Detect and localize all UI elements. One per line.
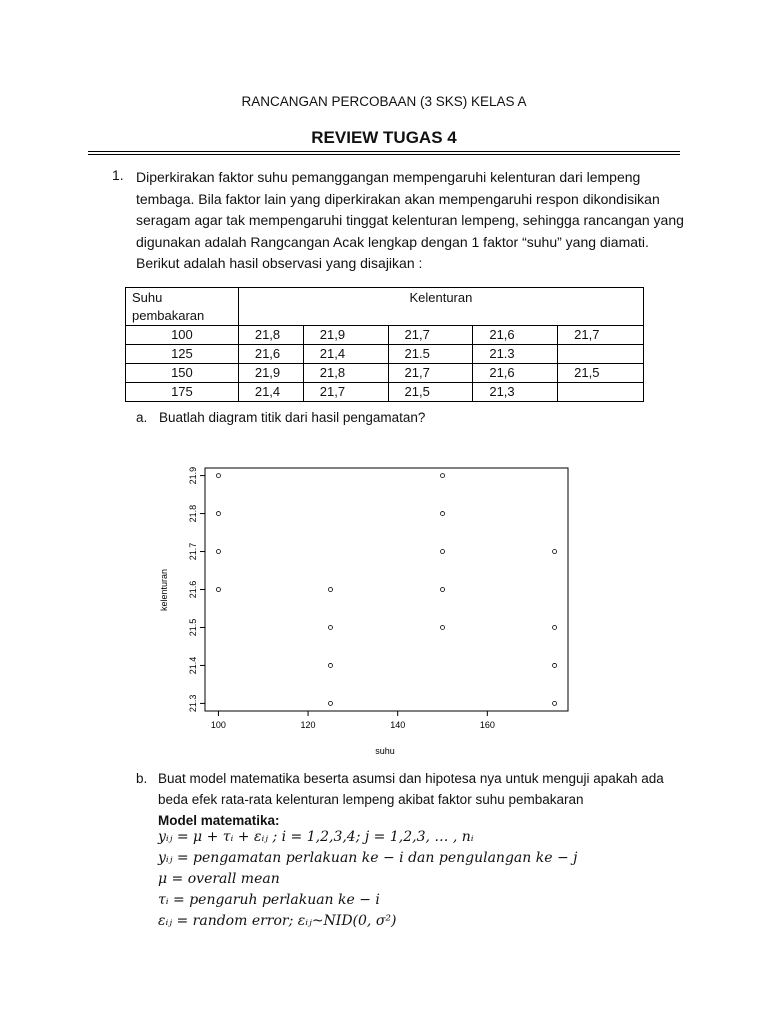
data-point: [553, 701, 557, 705]
plot-frame: [205, 468, 568, 711]
data-point: [441, 512, 445, 516]
question-line: seragam agar tak mempengaruhi tinggat kelenturan lempeng, sehingga rancangan yang: [136, 212, 684, 228]
data-point: [553, 625, 557, 629]
x-axis-label: suhu: [375, 746, 395, 756]
data-point: [328, 625, 332, 629]
table-row: [126, 345, 644, 364]
value-cell: [558, 383, 644, 402]
title-rule-top: [88, 151, 680, 152]
value-cell: 21,9: [303, 326, 388, 345]
question-text: [136, 167, 684, 275]
scatter-chart: [150, 458, 580, 763]
table-row: [126, 364, 644, 383]
part-a-label: a.: [136, 410, 148, 425]
value-cell: 21,9: [238, 364, 303, 383]
part-a-text: Buatlah diagram titik dari hasil pengamatan?: [159, 410, 426, 425]
value-cell: 21,7: [558, 326, 644, 345]
table-header-row: [126, 288, 644, 326]
y-tick-label: 21.8: [188, 504, 198, 523]
value-cell: 21,7: [388, 326, 473, 345]
observation-table: [125, 287, 644, 402]
part-b-question: [158, 768, 664, 831]
value-cell: 21,4: [238, 383, 303, 402]
kelenturan-header-cell: Kelenturan: [238, 288, 643, 326]
document-title: REVIEW TUGAS 4: [311, 128, 457, 147]
data-point: [216, 512, 220, 516]
part-b-line: beda efek rata-rata kelenturan lempeng akibat faktor suhu pembakaran: [158, 792, 584, 807]
temp-cell: 125: [126, 345, 239, 364]
value-cell: [558, 345, 644, 364]
table-row: [126, 383, 644, 402]
value-cell: 21,5: [388, 383, 473, 402]
temp-header-cell: [126, 288, 239, 326]
value-cell: 21,5: [558, 364, 644, 383]
observation-definition: yᵢⱼ = pengamatan perlakuan ke − i dan pengulangan ke − j: [158, 850, 578, 866]
data-point: [328, 663, 332, 667]
x-tick-label: 160: [479, 720, 495, 730]
data-point: [441, 625, 445, 629]
model-equation: yᵢⱼ = μ + τᵢ + εᵢⱼ ; i = 1,2,3,4; j = 1,2,3, … , nᵢ: [158, 829, 474, 845]
model-heading: Model matematika:: [158, 813, 280, 828]
treatment-effect-definition: τᵢ = pengaruh perlakuan ke − i: [158, 892, 380, 908]
data-point: [553, 663, 557, 667]
x-tick-label: 140: [390, 720, 406, 730]
question-number: 1.: [112, 167, 124, 183]
question-line: tembaga. Bila faktor lain yang diperkirakan akan mempengaruhi respon dikondisikan: [136, 190, 660, 207]
data-point: [441, 474, 445, 478]
value-cell: 21,3: [473, 383, 558, 402]
data-point: [216, 550, 220, 554]
value-cell: 21,7: [303, 383, 388, 402]
data-point: [216, 474, 220, 478]
document-header: RANCANGAN PERCOBAAN (3 SKS) KELAS A: [241, 94, 527, 109]
value-cell: 21,6: [238, 345, 303, 364]
y-tick-label: 21.7: [188, 542, 198, 561]
value-cell: 21,6: [473, 364, 558, 383]
y-tick-label: 21.6: [188, 580, 198, 599]
data-point: [328, 588, 332, 592]
temp-header-line: pembakaran: [132, 308, 205, 323]
title-rule-bottom: [88, 154, 680, 155]
value-cell: 21.3: [473, 345, 558, 364]
value-cell: 21,6: [473, 326, 558, 345]
part-b-line: Buat model matematika beserta asumsi dan hipotesa nya untuk menguji apakah ada: [158, 771, 664, 786]
error-definition: εᵢⱼ = random error; εᵢⱼ~NID(0, σ²): [158, 913, 397, 929]
y-tick-label: 21.3: [188, 694, 198, 713]
temp-header-line: Suhu: [132, 290, 163, 305]
data-point: [441, 588, 445, 592]
question-line: digunakan adalah Rangcangan Acak lengkap dengan 1 faktor “suhu” yang diamati.: [136, 233, 649, 250]
y-axis-label: kelenturan: [159, 568, 169, 612]
value-cell: 21.5: [388, 345, 473, 364]
temp-cell: 100: [126, 326, 239, 345]
temp-cell: 150: [126, 364, 239, 383]
temp-cell: 175: [126, 383, 239, 402]
y-tick-label: 21.4: [188, 656, 198, 675]
mean-definition: μ = overall mean: [158, 871, 280, 887]
value-cell: 21,7: [388, 364, 473, 383]
value-cell: 21,8: [238, 326, 303, 345]
chart-plot-layer: [188, 467, 568, 730]
y-tick-label: 21.5: [188, 618, 198, 637]
question-line: Diperkirakan faktor suhu pemanggangan mempengaruhi kelenturan dari lempeng: [136, 169, 641, 185]
part-b-label: b.: [136, 771, 148, 786]
question-line: Berikut adalah hasil observasi yang disajikan :: [136, 255, 423, 271]
data-point: [441, 550, 445, 554]
data-point: [216, 588, 220, 592]
data-point: [553, 550, 557, 554]
x-tick-label: 100: [210, 720, 226, 730]
value-cell: 21,4: [303, 345, 388, 364]
y-tick-label: 21.9: [188, 466, 198, 485]
data-point: [328, 701, 332, 705]
x-tick-label: 120: [300, 720, 316, 730]
table-row: [126, 326, 644, 345]
value-cell: 21,8: [303, 364, 388, 383]
